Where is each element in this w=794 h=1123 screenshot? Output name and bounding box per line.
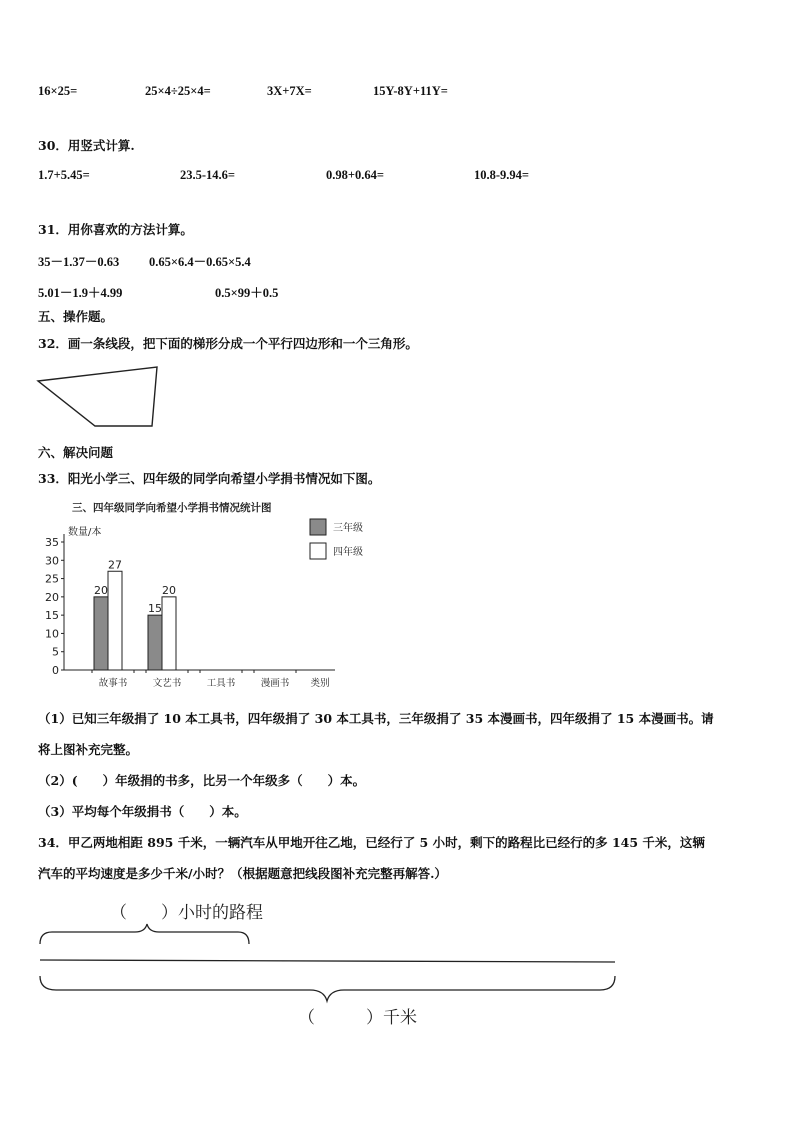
y-tick-label: 30 bbox=[45, 554, 59, 568]
expr-1: 16×25= bbox=[38, 84, 78, 98]
bar-grade3 bbox=[148, 615, 162, 670]
data-label: 20 bbox=[94, 583, 108, 597]
y-tick-label: 25 bbox=[45, 572, 59, 586]
legend-swatch bbox=[310, 519, 326, 535]
trapezoid-shape bbox=[38, 367, 157, 426]
q31-item-4: 0.5×99＋0.5 bbox=[215, 286, 279, 300]
x-tick-label: 漫画书 bbox=[260, 678, 290, 689]
q30-item-1: 1.7+5.45= bbox=[38, 168, 90, 182]
expr-2: 25×4÷25×4= bbox=[145, 84, 211, 98]
segment-label-bottom: （ ）千米 bbox=[298, 1008, 417, 1028]
q31-item-2: 0.65×6.4－0.65×5.4 bbox=[149, 255, 251, 269]
x-tick-label: 故事书 bbox=[98, 678, 128, 689]
q33-sub1-line2: 将上图补充完整。 bbox=[38, 742, 139, 757]
y-tick-label: 0 bbox=[52, 664, 59, 677]
expr-4: 15Y-8Y+11Y= bbox=[373, 84, 448, 98]
x-axis-label: 类别 bbox=[310, 678, 330, 689]
legend-swatch bbox=[310, 543, 326, 559]
bar-grade3 bbox=[94, 597, 108, 670]
y-tick-label: 10 bbox=[45, 627, 59, 641]
data-label: 27 bbox=[108, 558, 122, 572]
q33-sub3: （3）平均每个年级捐书（ ）本。 bbox=[38, 804, 247, 819]
q30-title: 30．用竖式计算. bbox=[38, 138, 135, 153]
section-6-heading: 六、解决问题 bbox=[38, 445, 114, 460]
bar-grade4 bbox=[108, 571, 122, 670]
section-5-heading: 五、操作题。 bbox=[38, 309, 114, 324]
expr-3: 3X+7X= bbox=[267, 84, 312, 98]
y-axis-label: 数量/本 bbox=[68, 527, 102, 538]
y-tick-label: 20 bbox=[45, 590, 59, 604]
x-tick-label: 文艺书 bbox=[152, 678, 182, 689]
q33-sub2: （2）( ）年级捐的书多，比另一个年级多（ ）本。 bbox=[38, 773, 366, 788]
y-tick-label: 35 bbox=[45, 536, 59, 549]
data-label: 20 bbox=[162, 583, 176, 597]
q33-sub1-line1: （1）已知三年级捐了 10 本工具书，四年级捐了 30 本工具书，三年级捐了 35 本漫画书，四年级捐了 15 本漫画书。请 bbox=[38, 711, 714, 726]
q34-line1: 34．甲乙两地相距 895 千米，一辆汽车从甲地开往乙地，已经行了 5 小时，剩下的路程比已经行的多 145 千米，这辆 bbox=[38, 835, 705, 850]
segment-label-top: （ ）小时的路程 bbox=[110, 903, 263, 923]
x-tick-label: 工具书 bbox=[206, 678, 236, 689]
q33-title: 33．阳光小学三、四年级的同学向希望小学捐书情况如下图。 bbox=[38, 471, 381, 486]
q34-line2: 汽车的平均速度是多少千米/小时？（根据题意把线段图补充完整再解答.） bbox=[38, 866, 447, 881]
q30-item-3: 0.98+0.64= bbox=[326, 168, 384, 182]
data-label: 15 bbox=[148, 602, 162, 616]
q31-item-1: 35－1.37－0.63 bbox=[38, 255, 120, 269]
q30-item-2: 23.5-14.6= bbox=[180, 168, 236, 182]
legend-label: 三年级 bbox=[333, 523, 363, 534]
bar-chart bbox=[30, 495, 375, 695]
y-tick-label: 5 bbox=[52, 645, 59, 659]
legend-label: 四年级 bbox=[333, 547, 363, 558]
q31-title: 31．用你喜欢的方法计算。 bbox=[38, 222, 193, 237]
chart-title: 三、四年级同学向希望小学捐书情况统计图 bbox=[72, 502, 272, 514]
y-tick-label: 15 bbox=[45, 609, 59, 623]
q30-item-4: 10.8-9.94= bbox=[474, 168, 530, 182]
bar-grade4 bbox=[162, 597, 176, 670]
q31-item-3: 5.01－1.9＋4.99 bbox=[38, 286, 123, 300]
q32-text: 32．画一条线段，把下面的梯形分成一个平行四边形和一个三角形。 bbox=[38, 336, 418, 351]
